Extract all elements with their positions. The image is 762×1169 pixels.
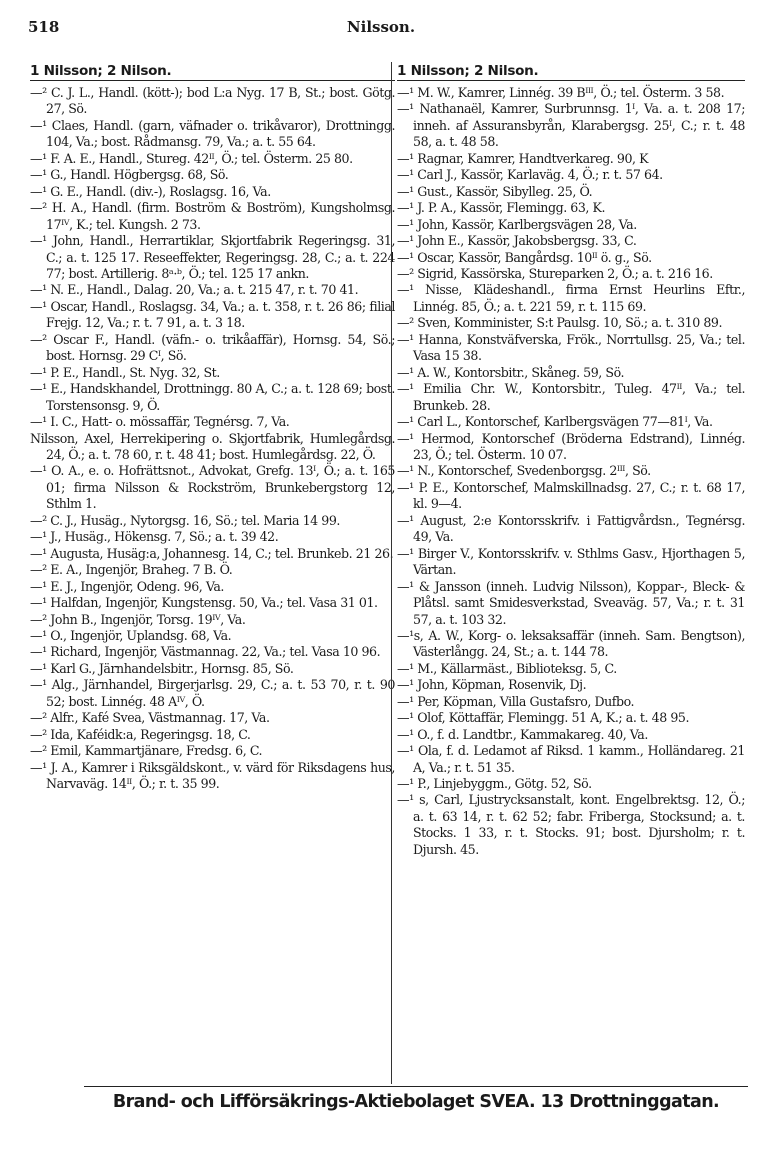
directory-entry: —¹ Nathanaël, Kamrer, Surbrunnsg. 1ᴵ, Va. a. t. 208 17; inneh. af Assuransbyrån, Klarabergsg. 25ᴵ, C.; r. t. 48 58, a. t. 48 58. [397, 101, 745, 150]
directory-entry: —² Sigrid, Kassörska, Stureparken 2, Ö.; a. t. 216 16. [397, 265, 713, 281]
page-header [0, 18, 762, 38]
directory-entry: —¹ John, Kassör, Karlbergsvägen 28, Va. [397, 216, 637, 232]
directory-entry: —² E. A., Ingenjör, Braheg. 7 B. Ö. [30, 562, 233, 578]
page-number: 518 [28, 18, 60, 36]
footer-rule [84, 1086, 748, 1087]
directory-entry: —² Oscar F., Handl. (väfn.- o. trikåaffär), Hornsg. 54, Sö.; bost. Hornsg. 29 Cᴵ, Sö. [30, 331, 395, 364]
directory-entry: —¹ J. A., Kamrer i Riksgäldskont., v. värd för Riksdagens hus, Narvaväg. 14ᴵᴵ, Ö.; r. t. 35 99. [30, 759, 395, 792]
directory-entry: —¹ N. E., Handl., Dalag. 20, Va.; a. t. 215 47, r. t. 70 41. [30, 282, 359, 298]
directory-entry: —² Ida, Kaféidk:a, Regeringsg. 18, C. [30, 726, 251, 742]
entry-list [30, 85, 395, 792]
directory-entry: —¹ G., Handl. Högbergsg. 68, Sö. [30, 167, 229, 183]
left-column [30, 62, 395, 792]
directory-entry: —² Alfr., Kafé Svea, Västmannag. 17, Va. [30, 710, 270, 726]
directory-entry: —¹ s, Carl, Ljustrycksanstalt, kont. Engelbrektsg. 12, Ö.; a. t. 63 14, r. t. 62 52; fabr. Friberga, Stocksund; a. t. Stocks. 1 33, r. t. Stocks. 91; bost. Djursholm; r. t. Djursh. 45. [397, 792, 745, 857]
directory-entry: —¹ Richard, Ingenjör, Västmannag. 22, Va.; tel. Vasa 10 96. [30, 644, 381, 660]
footer-advertisement: Brand- och Lifförsäkrings-Aktiebolaget SVEA. 13 Drottninggatan. [112, 1092, 720, 1112]
directory-entry: —² John B., Ingenjör, Torsg. 19ᴵⱽ, Va. [30, 611, 246, 627]
directory-entry: —¹ I. C., Hatt- o. mössaffär, Tegnérsg. 7, Va. [30, 414, 290, 430]
directory-entry: —¹s, A. W., Korg- o. leksaksaffär (inneh. Sam. Bengtson), Västerlångg. 24, St.; a. t. 144 78. [397, 627, 745, 660]
directory-entry-main: Nilsson, Axel, Herrekipering o. Skjortfabrik, Humlegårdsg. 24, Ö.; a. t. 78 60, r. t. 48 41; bost. Humlegårdsg. 22, Ö. [30, 430, 395, 462]
directory-entry: —¹ August, 2:e Kontorsskrifv. i Fattigvårdsn., Tegnérsg. 49, Va. [397, 512, 745, 545]
directory-entry: —¹ John E., Kassör, Jakobsbergsg. 33, C. [397, 233, 637, 249]
directory-entry: —¹ Emilia Chr. W., Kontorsbitr., Tuleg. 47ᴵᴵ, Va.; tel. Brunkeb. 28. [397, 381, 745, 413]
directory-entry: —¹ Per, Köpman, Villa Gustafsro, Dufbo. [397, 693, 635, 709]
directory-entry: —¹ J. P. A., Kassör, Flemingg. 63, K. [397, 200, 606, 216]
directory-entry: —¹ Nisse, Klädeshandl., firma Ernst Heurlins Eftr., Linnég. 85, Ö.; a. t. 221 59, r. t. 115 69. [397, 282, 745, 314]
directory-entry: —¹ Augusta, Husäg:a, Johannesg. 14, C.; tel. Brunkeb. 21 26. [30, 545, 394, 561]
directory-entry: —¹ J., Husäg., Hökensg. 7, Sö.; a. t. 39 42. [30, 529, 279, 545]
directory-entry: —¹ P. E., Handl., St. Nyg. 32, St. [30, 364, 220, 380]
directory-entry: —¹ O. A., e. o. Hofrättsnot., Advokat, Grefg. 13ᴵ, Ö.; a. t. 165 01; firma Nilsson & Rockström, Brunkebergstorg 12, Sthlm 1. [30, 463, 395, 512]
directory-entry: —¹ N., Kontorschef, Svedenborgsg. 2ᴵᴵᴵ, Sö. [397, 463, 651, 479]
directory-entry: —¹ G. E., Handl. (div.-), Roslagsg. 16, Va. [30, 183, 271, 199]
directory-entry: —² C. J., Husäg., Nytorgsg. 16, Sö.; tel. Maria 14 99. [30, 512, 340, 528]
directory-entry: —¹ E. J., Ingenjör, Odeng. 96, Va. [30, 578, 224, 594]
right-column [397, 62, 745, 858]
directory-entry: —¹ Karl G., Järnhandelsbitr., Hornsg. 85, Sö. [30, 660, 294, 676]
directory-entry: —¹ F. A. E., Handl., Stureg. 42ᴵᴵ, Ö.; tel. Österm. 25 80. [30, 150, 353, 166]
directory-entry: —¹ Ola, f. d. Ledamot af Riksd. 1 kamm., Holländareg. 21 A, Va.; r. t. 51 35. [397, 743, 745, 775]
directory-entry: —¹ Hermod, Kontorschef (Bröderna Edstrand), Linnég. 23, Ö.; tel. Österm. 10 07. [397, 430, 745, 462]
directory-entry: —¹ Carl J., Kassör, Karlaväg. 4, Ö.; r. t. 57 64. [397, 167, 663, 183]
directory-entry: —¹ Carl L., Kontorschef, Karlbergsvägen 77—81ᴵ, Va. [397, 414, 713, 430]
directory-entry: —¹ M., Källarmäst., Biblioteksg. 5, C. [397, 660, 617, 676]
directory-entry: —¹ John, Köpman, Rosenvik, Dj. [397, 677, 587, 693]
directory-entry: —¹ John, Handl., Herrartiklar, Skjortfabrik Regeringsg. 31, C.; a. t. 125 17. Reseeffekter, Regeringsg. 28, C.; a. t. 224 77; bost. Artillerig. 8ᵃ·ᵇ, Ö.; tel. 125 17 ankn. [30, 233, 395, 281]
column-header: 1 Nilsson; 2 Nilson. [30, 62, 395, 81]
directory-entry: —¹ O., Ingenjör, Uplandsg. 68, Va. [30, 627, 232, 643]
directory-entry: —¹ Oscar, Handl., Roslagsg. 34, Va.; a. t. 358, r. t. 26 86; filial Frejg. 12, Va.; r. t. 7 91, a. t. 3 18. [30, 298, 395, 331]
directory-entry: —¹ Halfdan, Ingenjör, Kungstensg. 50, Va.; tel. Vasa 31 01. [30, 595, 378, 611]
directory-entry: —² C. J. L., Handl. (kött-); bod L:a Nyg. 17 B, St.; bost. Götg. 27, Sö. [30, 85, 395, 117]
directory-entry: —¹ E., Handskhandel, Drottningg. 80 A, C.; a. t. 128 69; bost. Torstensonsg. 9, Ö. [30, 381, 395, 413]
directory-entry: —² Emil, Kammartjänare, Fredsg. 6, C. [30, 743, 263, 759]
directory-entry: —¹ Oscar, Kassör, Bangårdsg. 10ᴵᴵ ö. g., Sö. [397, 249, 652, 265]
directory-entry: —¹ Claes, Handl. (garn, väfnader o. trikåvaror), Drottningg. 104, Va.; bost. Rådmansg. 79, Va.; a. t. 55 64. [30, 117, 395, 150]
directory-entry: —¹ Hanna, Konstväfverska, Frök., Norrtullsg. 25, Va.; tel. Vasa 15 38. [397, 331, 745, 364]
directory-entry: —¹ Birger V., Kontorsskrifv. v. Sthlms Gasv., Hjorthagen 5, Värtan. [397, 545, 745, 578]
running-head: Nilsson. [346, 18, 416, 36]
directory-entry: —¹ Alg., Järnhandel, Birgerjarlsg. 29, C.; a. t. 53 70, r. t. 90 52; bost. Linnég. 48 Aᴵⱽ, Ö. [30, 677, 395, 709]
directory-entry: —² H. A., Handl. (firm. Boström & Boström), Kungsholmsg. 17ᴵⱽ, K.; tel. Kungsh. 2 73. [30, 200, 395, 232]
entry-list [397, 85, 745, 858]
directory-entry: —¹ Olof, Köttaffär, Flemingg. 51 A, K.; a. t. 48 95. [397, 710, 690, 726]
column-header: 1 Nilsson; 2 Nilson. [397, 62, 745, 81]
directory-entry: —¹ P., Linjebyggm., Götg. 52, Sö. [397, 776, 592, 792]
directory-entry: —¹ Gust., Kassör, Sibylleg. 25, Ö. [397, 183, 593, 199]
directory-entry: —¹ Ragnar, Kamrer, Handtverkareg. 90, K [397, 150, 649, 166]
directory-entry: —¹ & Jansson (inneh. Ludvig Nilsson), Koppar-, Bleck- & Plåtsl. samt Smidesverkstad, Sveaväg. 57, Va.; r. t. 31 57, a. t. 103 32. [397, 578, 745, 627]
directory-entry: —¹ P. E., Kontorschef, Malmskillnadsg. 27, C.; r. t. 68 17, kl. 9—4. [397, 479, 745, 512]
directory-entry: —² Sven, Komminister, S:t Paulsg. 10, Sö.; a. t. 310 89. [397, 315, 723, 331]
directory-entry: —¹ M. W., Kamrer, Linnég. 39 Bᴵᴵᴵ, Ö.; tel. Österm. 3 58. [397, 85, 725, 100]
directory-entry: —¹ O., f. d. Landtbr., Kammakareg. 40, Va. [397, 726, 648, 742]
directory-entry: —¹ A. W., Kontorsbitr., Skåneg. 59, Sö. [397, 364, 625, 380]
column-divider [391, 62, 392, 1084]
